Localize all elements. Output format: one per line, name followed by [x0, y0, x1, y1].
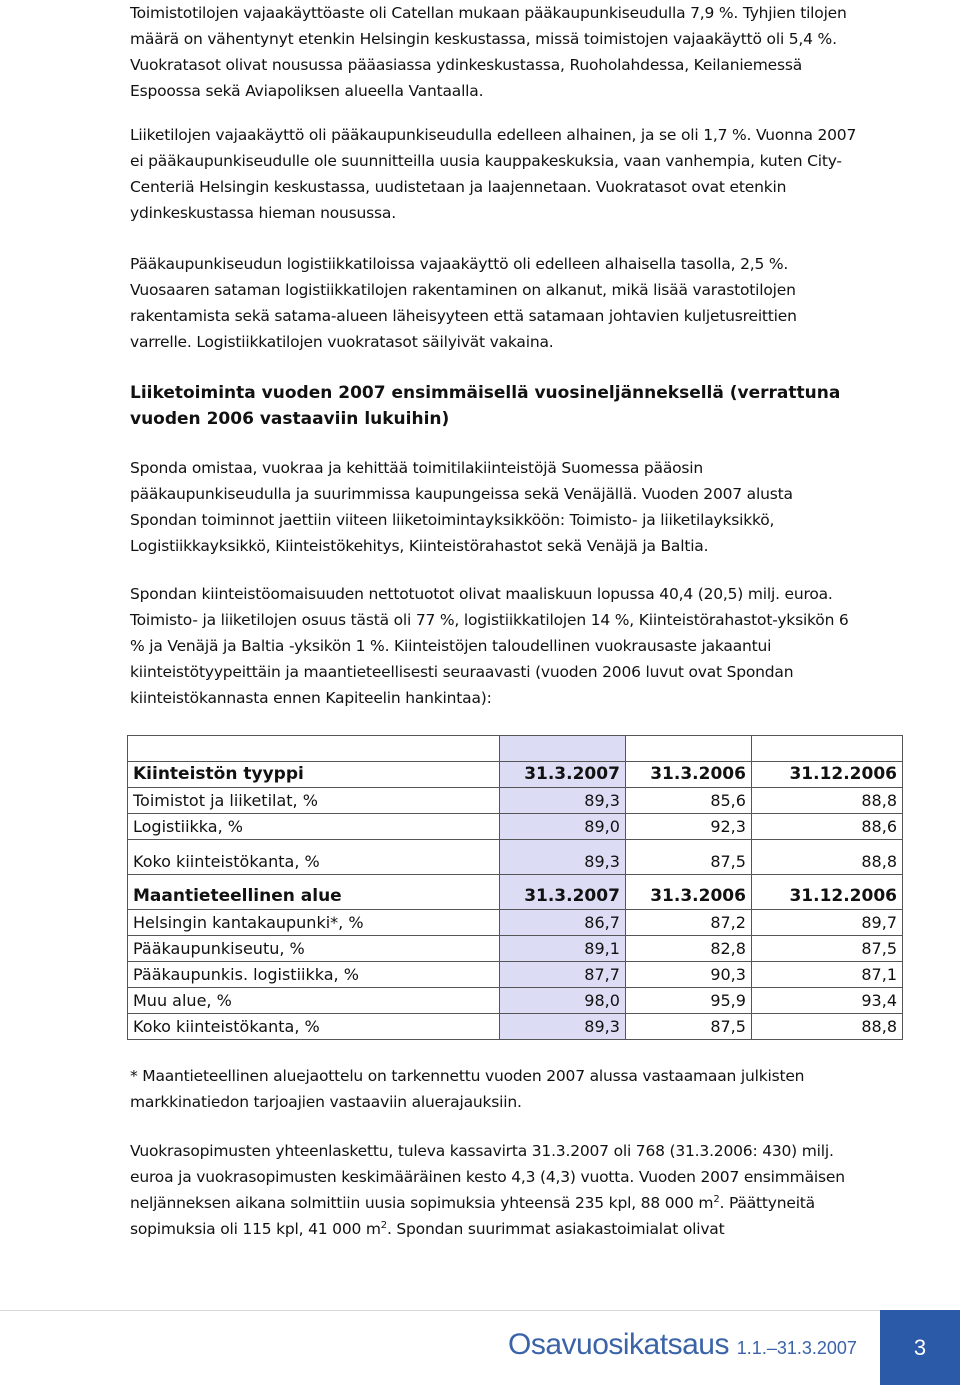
table-cell: 87,5 — [625, 1014, 751, 1040]
table-cell: 92,3 — [625, 814, 751, 840]
table-row — [128, 962, 903, 988]
lease-text-part-1: Vuokrasopimusten yhteenlaskettu, tuleva kassavirta 31.3.2007 oli 768 (31.3.2006: 430) milj. euroa ja vuokrasopimusten keskimääräinen kesto 4,3 (4,3) vuotta. Vuoden 2007 ensimmäisen neljänneksen aikana solmittiin uusia sopimuksia yhteensä 235 kpl, 88 000 m — [130, 1142, 845, 1212]
table-header-cell: Maantieteellinen alue — [128, 875, 500, 910]
paragraph-office-vacancy: Toimistotilojen vajaakäyttöaste oli Catellan mukaan pääkaupunkiseudulla 7,9 %. Tyhjien tilojen määrä on vähentynyt etenkin Helsingin keskustassa, missä toimistojen vajaakäyttö oli 5,4 %. Vuokratasot olivat nousussa pääasiassa ydinkeskustassa, Ruoholahdessa, Keilaniemessä Espoossa sekä Aviapoliksen alueella Vantaalla. — [130, 4, 847, 100]
superscript-2: 2 — [713, 1193, 720, 1205]
paragraph-sponda-overview: Sponda omistaa, vuokraa ja kehittää toimitilakiinteistöjä Suomessa pääosin pääkaupunkiseudulla ja suurimmissa kaupungeissa sekä Venäjällä. Vuoden 2007 alusta Spondan toiminnot jaettiin viiteen liiketoimintayksikköön: Toimisto- ja liiketilayksikkö, Logistiikkayksikkö, Kiinteistökehitys, Kiinteistörahastot sekä Venäjä ja Baltia. — [130, 459, 793, 555]
table-cell: 90,3 — [625, 962, 751, 988]
table-cell: 87,5 — [625, 840, 751, 875]
section-heading: Liiketoiminta vuoden 2007 ensimmäisellä vuosineljänneksellä (verrattuna vuoden 2006 vastaaviin lukuihin) — [130, 383, 841, 429]
table-cell: Logistiikka, % — [128, 814, 500, 840]
paragraph-footnote: * Maantieteellinen aluejaottelu on tarkennettu vuoden 2007 alussa vastaamaan julkisten markkinatiedon tarjoajien vastaaviin aluerajauksiin. — [130, 1067, 805, 1111]
table-header-row-area — [128, 875, 903, 910]
table-row — [128, 988, 903, 1014]
table-spacer-row — [128, 736, 903, 762]
page-number-box — [880, 1310, 960, 1385]
table-cell: 88,8 — [751, 788, 902, 814]
paragraph-logistics-vacancy: Pääkaupunkiseudun logistiikkatiloissa vajaakäyttö oli edelleen alhaisella tasolla, 2,5 %. Vuosaaren sataman logistiikkatilojen rakentaminen on alkanut, mikä lisää varastotilojen rakentamista sekä satama-alueen läheisyyteen että satamaan johtavien kuljetusreittien varrelle. Logistiikkatilojen vuokratasot säilyivät vakaina. — [130, 255, 797, 351]
table-cell: 88,8 — [751, 840, 902, 875]
table-cell: 87,1 — [751, 962, 902, 988]
table-header-row-type — [128, 762, 903, 788]
table-row — [128, 1014, 903, 1040]
table-cell: 86,7 — [499, 910, 625, 936]
table-cell: 88,6 — [751, 814, 902, 840]
table-row — [128, 840, 903, 875]
table-cell: 93,4 — [751, 988, 902, 1014]
table-cell: Koko kiinteistökanta, % — [128, 1014, 500, 1040]
table-cell: Koko kiinteistökanta, % — [128, 840, 500, 875]
table-cell: 88,8 — [751, 1014, 902, 1040]
occupancy-table — [127, 735, 903, 1040]
table-cell: 82,8 — [625, 936, 751, 962]
table-cell: 89,7 — [751, 910, 902, 936]
lease-text-part-2: . Päättyneitä sopimuksia oli 115 kpl, 41 000 m — [130, 1194, 815, 1238]
table-cell: 87,7 — [499, 962, 625, 988]
table-cell: 89,3 — [499, 1014, 625, 1040]
table-header-cell: 31.3.2007 — [499, 762, 625, 788]
table-cell: 89,1 — [499, 936, 625, 962]
lease-text-part-3: . Spondan suurimmat asiakastoimialat olivat — [386, 1220, 725, 1238]
table-cell: Pääkaupunkis. logistiikka, % — [128, 962, 500, 988]
table-cell: Pääkaupunkiseutu, % — [128, 936, 500, 962]
footer-report-title — [508, 1328, 857, 1362]
table-header-cell: 31.3.2006 — [625, 762, 751, 788]
table-cell: 85,6 — [625, 788, 751, 814]
table-cell: 95,9 — [625, 988, 751, 1014]
table-header-cell: 31.3.2007 — [499, 875, 625, 910]
page-number: 3 — [913, 1334, 927, 1360]
table-header-cell: 31.12.2006 — [751, 762, 902, 788]
table-row — [128, 910, 903, 936]
table-cell: 89,0 — [499, 814, 625, 840]
table-row — [128, 814, 903, 840]
table-header-cell: Kiinteistön tyyppi — [128, 762, 500, 788]
table-header-cell: 31.12.2006 — [751, 875, 902, 910]
paragraph-net-income: Spondan kiinteistöomaisuuden nettotuotot olivat maaliskuun lopussa 40,4 (20,5) milj. euroa. Toimisto- ja liiketilojen osuus tästä oli 77 %, logistiikkatilojen 14 %, Kiinteistörahastot-yksikön 6 % ja Venäjä ja Baltia -yksikön 1 %. Kiinteistöjen taloudellinen vuokrausaste jakaantui kiinteistötyypeittäin ja maantieteellisesti seuraavasti (vuoden 2006 luvut ovat Spondan kiinteistökannasta ennen Kapiteelin hankintaa): — [130, 585, 849, 707]
paragraph-retail-vacancy: Liiketilojen vajaakäyttö oli pääkaupunkiseudulla edelleen alhainen, ja se oli 1,7 %. Vuonna 2007 ei pääkaupunkiseudulle ole suunnitteilla uusia kauppakeskuksia, vaan vanhempia, kuten City-Centeriä Helsingin keskustassa, uudistetaan ja laajennetaan. Vuokratasot ovat etenkin ydinkeskustassa hieman nousussa. — [130, 126, 857, 222]
footer-title-text: Osavuosikatsaus — [508, 1328, 729, 1361]
table-cell: 89,3 — [499, 840, 625, 875]
table-cell: Muu alue, % — [128, 988, 500, 1014]
table-cell: 87,2 — [625, 910, 751, 936]
table-row — [128, 936, 903, 962]
superscript-2: 2 — [380, 1219, 387, 1231]
table-cell: 89,3 — [499, 788, 625, 814]
footer-divider — [0, 1310, 960, 1311]
table-cell: 98,0 — [499, 988, 625, 1014]
paragraph-lease-cashflow — [130, 1138, 860, 1242]
table-cell: 87,5 — [751, 936, 902, 962]
table-row — [128, 788, 903, 814]
table-cell: Helsingin kantakaupunki*, % — [128, 910, 500, 936]
table-header-cell: 31.3.2006 — [625, 875, 751, 910]
table-cell: Toimistot ja liiketilat, % — [128, 788, 500, 814]
footer-period: 1.1.–31.3.2007 — [736, 1338, 857, 1358]
